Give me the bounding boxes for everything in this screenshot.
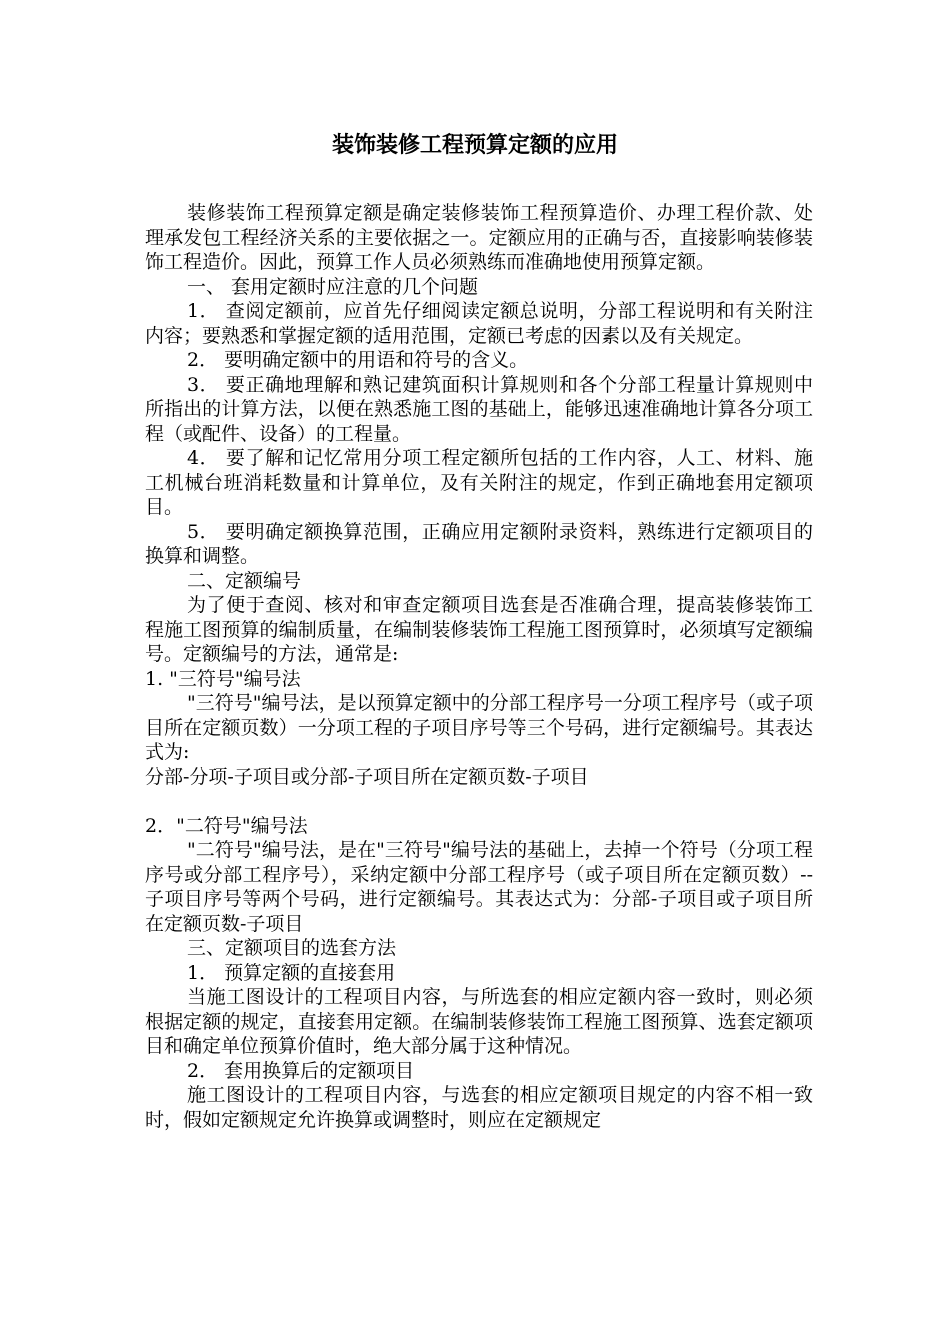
document-title: 装饰装修工程预算定额的应用: [331, 133, 618, 158]
document-body: [145, 201, 813, 1132]
blank-line: [145, 789, 813, 814]
section-2-paragraph: 为了便于查阅、核对和审查定额项目选套是否准确合理，提高装修装饰工程施工图预算的编制质量，在编制装修装饰工程施工图预算时，必须填写定额编号。定额编号的方法，通常是:: [145, 594, 813, 665]
list-item-1-2: 2． 要明确定额中的用语和符号的含义。: [187, 349, 529, 371]
two-symbol-paragraph: "二符号"编号法，是在"三符号"编号法的基础上，去掉一个符号（分项工程序号或分部工程序号），采纳定额中分部工程序号（或子项目所在定额页数）--子项目序号等两个号码，进行定额编号。其表达式为：分部-子项目或子项目所在定额页数-子项目: [145, 839, 813, 935]
section-heading-1: 一、 套用定额时应注意的几个问题: [187, 275, 479, 298]
section-heading-3: 三、定额项目的选套方法: [187, 937, 397, 959]
subheading-two-symbol: 2．"二符号"编号法: [145, 814, 308, 837]
list-item-3-1-paragraph: 当施工图设计的工程项目内容，与所选套的相应定额内容一致时，则必须根据定额的规定，直接套用定额。在编制装修装饰工程施工图预算、选套定额项目和确定单位预算价值时，绝大部分属于这种情况。: [145, 986, 813, 1057]
three-symbol-formula: 分部-分项-子项目或分部-子项目所在定额页数-子项目: [145, 765, 589, 788]
list-item-3-2-paragraph: 施工图设计的工程项目内容，与选套的相应定额项目规定的内容不相一致时，假如定额规定允许换算或调整时，则应在定额规定: [145, 1084, 813, 1131]
list-item-1-5: 5． 要明确定额换算范围，正确应用定额附录资料，熟练进行定额项目的换算和调整。: [145, 520, 813, 567]
subheading-three-symbol: 1. "三符号"编号法: [145, 667, 301, 690]
intro-paragraph: 装修装饰工程预算定额是确定装修装饰工程预算造价、办理工程价款、处理承发包工程经济关系的主要依据之一。定额应用的正确与否，直接影响装修装饰工程造价。因此，预算工作人员必须熟练而准确地使用预算定额。: [145, 202, 813, 273]
list-item-3-2: 2． 套用换算后的定额项目: [187, 1059, 415, 1082]
list-item-3-1: 1． 预算定额的直接套用: [187, 961, 396, 984]
three-symbol-paragraph: "三符号"编号法，是以预算定额中的分部工程序号一分项工程序号（或子项目所在定额页数）一分项工程的子项目序号等三个号码，进行定额编号。其表达式为:: [145, 692, 813, 763]
list-item-1-1: 1． 查阅定额前，应首先仔细阅读定额总说明，分部工程说明和有关附注内容；要熟悉和掌握定额的适用范围，定额已考虑的因素以及有关规定。: [145, 300, 813, 347]
list-item-1-3: 3． 要正确地理解和熟记建筑面积计算规则和各个分部工程量计算规则中所指出的计算方法，以便在熟悉施工图的基础上，能够迅速准确地计算各分项工程（或配件、设备）的工程量。: [145, 373, 813, 445]
list-item-1-4: 4． 要了解和记忆常用分项工程定额所包括的工作内容，人工、材料、施工机械台班消耗数量和计算单位，及有关附注的规定，作到正确地套用定额项目。: [145, 447, 813, 518]
section-heading-2: 二、定额编号: [187, 569, 302, 592]
